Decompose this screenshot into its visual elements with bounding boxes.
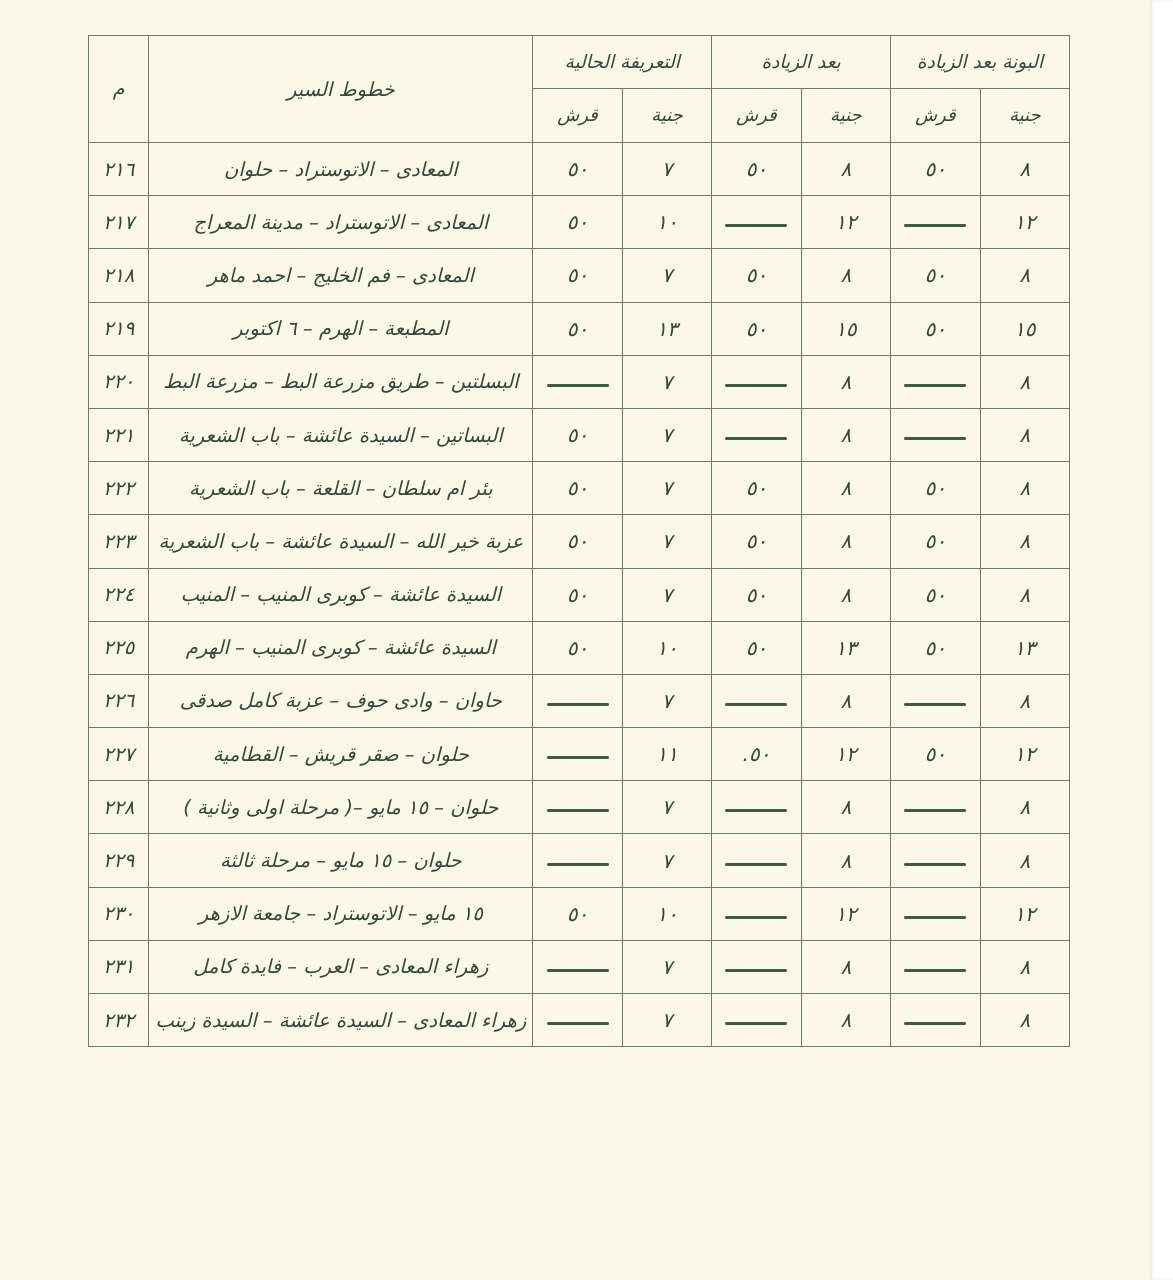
cell-current-piastre — [533, 674, 622, 727]
cell-current-piastre: ٥٠ — [533, 408, 622, 461]
table-row — [89, 728, 1070, 781]
cell-bonus-pound: ٨ — [980, 940, 1069, 993]
cell-after-piastre: ٥٠ — [712, 302, 801, 355]
cell-route-number: ٢٢٤ — [89, 568, 149, 621]
cell-route-number: ٢٢٥ — [89, 621, 149, 674]
sub-header-bonus-piastre: قرش — [891, 89, 980, 143]
table-row — [89, 355, 1070, 408]
cell-bonus-pound: ٨ — [980, 462, 1069, 515]
blank-value-rule — [904, 384, 966, 387]
blank-value-rule — [725, 969, 787, 972]
cell-route-name: بئر ام سلطان – القلعة – باب الشعرية — [149, 462, 533, 515]
blank-value-rule — [725, 384, 787, 387]
cell-route-name: زهراء المعادى – السيدة عائشة – السيدة زينب — [149, 994, 533, 1047]
blank-value-rule — [547, 969, 609, 972]
cell-route-number: ٢٢٧ — [89, 728, 149, 781]
cell-current-piastre: ٥٠ — [533, 462, 622, 515]
cell-route-name: السيدة عائشة – كوبرى المنيب – الهرم — [149, 621, 533, 674]
cell-bonus-pound: ١٢ — [980, 887, 1069, 940]
cell-after-pound: ٨ — [801, 834, 890, 887]
table-row — [89, 940, 1070, 993]
table-row — [89, 302, 1070, 355]
table-row — [89, 781, 1070, 834]
blank-value-rule — [904, 969, 966, 972]
cell-bonus-piastre: ٥٠ — [891, 143, 980, 196]
cell-current-pound: ٧ — [622, 781, 711, 834]
cell-bonus-piastre — [891, 940, 980, 993]
blank-value-rule — [547, 384, 609, 387]
cell-after-pound: ٨ — [801, 249, 890, 302]
table-row — [89, 887, 1070, 940]
cell-route-number: ٢٣١ — [89, 940, 149, 993]
cell-current-pound: ٧ — [622, 249, 711, 302]
cell-route-name: حلوان – ١٥ مايو –( مرحلة اولى وثانية ) — [149, 781, 533, 834]
cell-after-piastre — [712, 940, 801, 993]
cell-current-piastre: ٥٠ — [533, 621, 622, 674]
cell-route-number: ٢٢١ — [89, 408, 149, 461]
cell-route-name: زهراء المعادى – العرب – فايدة كامل — [149, 940, 533, 993]
cell-after-pound: ٨ — [801, 781, 890, 834]
cell-route-name: المطبعة – الهرم – ٦ اكتوبر — [149, 302, 533, 355]
table-row — [89, 408, 1070, 461]
cell-current-pound: ٧ — [622, 834, 711, 887]
cell-bonus-pound: ٨ — [980, 781, 1069, 834]
blank-value-rule — [725, 703, 787, 706]
cell-bonus-piastre: ٥٠ — [891, 621, 980, 674]
blank-value-rule — [725, 863, 787, 866]
blank-value-rule — [547, 863, 609, 866]
cell-route-name: السيدة عائشة – كوبرى المنيب – المنيب — [149, 568, 533, 621]
cell-bonus-pound: ١٢ — [980, 196, 1069, 249]
sub-header-current-pound: جنية — [622, 89, 711, 143]
column-header-routes: خطوط السير — [149, 36, 533, 143]
cell-after-pound: ٨ — [801, 674, 890, 727]
table-row — [89, 621, 1070, 674]
cell-route-number: ٢١٦ — [89, 143, 149, 196]
sub-header-current-piastre: قرش — [533, 89, 622, 143]
table-row — [89, 674, 1070, 727]
page-edge-shadow — [1150, 0, 1173, 1280]
cell-bonus-piastre — [891, 408, 980, 461]
cell-after-piastre: ٥٠ — [712, 568, 801, 621]
table-row — [89, 994, 1070, 1047]
cell-route-name: البسلتين – طريق مزرعة البط – مزرعة البط — [149, 355, 533, 408]
cell-current-pound: ١١ — [622, 728, 711, 781]
cell-after-piastre: ٥٠. — [712, 728, 801, 781]
cell-current-pound: ٧ — [622, 940, 711, 993]
table-row — [89, 515, 1070, 568]
cell-route-number: ٢١٧ — [89, 196, 149, 249]
cell-bonus-piastre: ٥٠ — [891, 462, 980, 515]
cell-route-number: ٢١٩ — [89, 302, 149, 355]
cell-after-pound: ٨ — [801, 408, 890, 461]
cell-current-pound: ١٣ — [622, 302, 711, 355]
cell-bonus-pound: ١٣ — [980, 621, 1069, 674]
blank-value-rule — [904, 224, 966, 227]
cell-current-pound: ٧ — [622, 355, 711, 408]
cell-route-name: المعادى – الاتوستراد – مدينة المعراج — [149, 196, 533, 249]
cell-after-pound: ١٢ — [801, 196, 890, 249]
blank-value-rule — [725, 437, 787, 440]
cell-bonus-piastre: ٥٠ — [891, 302, 980, 355]
cell-bonus-piastre: ٥٠ — [891, 568, 980, 621]
cell-after-pound: ٨ — [801, 940, 890, 993]
cell-route-number: ٢٢٦ — [89, 674, 149, 727]
cell-after-piastre — [712, 781, 801, 834]
cell-current-pound: ٧ — [622, 143, 711, 196]
cell-bonus-pound: ٨ — [980, 674, 1069, 727]
cell-bonus-piastre — [891, 994, 980, 1047]
cell-current-piastre — [533, 355, 622, 408]
cell-after-pound: ١٢ — [801, 728, 890, 781]
cell-after-pound: ٨ — [801, 994, 890, 1047]
blank-value-rule — [547, 703, 609, 706]
cell-current-pound: ٧ — [622, 515, 711, 568]
cell-current-pound: ١٠ — [622, 887, 711, 940]
table-row — [89, 249, 1070, 302]
cell-bonus-piastre — [891, 674, 980, 727]
cell-route-number: ٢٣٢ — [89, 994, 149, 1047]
cell-route-number: ٢٢٩ — [89, 834, 149, 887]
group-header-bonus-after-increase: البونة بعد الزيادة — [891, 36, 1070, 89]
cell-bonus-pound: ٨ — [980, 515, 1069, 568]
cell-current-piastre: ٥٠ — [533, 887, 622, 940]
table-row — [89, 462, 1070, 515]
sub-header-after-pound: جنية — [801, 89, 890, 143]
cell-route-number: ٢٣٠ — [89, 887, 149, 940]
cell-after-pound: ١٣ — [801, 621, 890, 674]
cell-current-piastre: ٥٠ — [533, 249, 622, 302]
fare-table — [88, 35, 1070, 1047]
cell-route-name: ١٥ مايو – الاتوستراد – جامعة الازهر — [149, 887, 533, 940]
cell-route-number: ٢٢٨ — [89, 781, 149, 834]
cell-bonus-pound: ٨ — [980, 834, 1069, 887]
table-row — [89, 834, 1070, 887]
cell-current-piastre: ٥٠ — [533, 515, 622, 568]
cell-after-piastre: ٥٠ — [712, 249, 801, 302]
cell-after-piastre — [712, 674, 801, 727]
cell-after-pound: ٨ — [801, 462, 890, 515]
cell-current-piastre — [533, 994, 622, 1047]
cell-route-name: حلوان – صقر قريش – القطامية — [149, 728, 533, 781]
blank-value-rule — [725, 916, 787, 919]
cell-route-number: ٢٢٢ — [89, 462, 149, 515]
cell-bonus-piastre: ٥٠ — [891, 249, 980, 302]
blank-value-rule — [904, 437, 966, 440]
cell-current-pound: ١٠ — [622, 621, 711, 674]
blank-value-rule — [547, 756, 609, 759]
cell-after-piastre: ٥٠ — [712, 462, 801, 515]
cell-current-pound: ١٠ — [622, 196, 711, 249]
cell-route-name: حاوان – وادى حوف – عزبة كامل صدقى — [149, 674, 533, 727]
cell-bonus-piastre: ٥٠ — [891, 728, 980, 781]
cell-current-piastre — [533, 728, 622, 781]
cell-after-piastre — [712, 887, 801, 940]
cell-after-piastre: ٥٠ — [712, 515, 801, 568]
cell-bonus-pound: ١٥ — [980, 302, 1069, 355]
cell-bonus-pound: ٨ — [980, 143, 1069, 196]
blank-value-rule — [904, 916, 966, 919]
cell-route-name: المعادى – الاتوستراد – حلوان — [149, 143, 533, 196]
table-header — [89, 36, 1070, 143]
blank-value-rule — [725, 1022, 787, 1025]
cell-current-piastre — [533, 940, 622, 993]
cell-bonus-pound: ٨ — [980, 355, 1069, 408]
cell-bonus-piastre: ٥٠ — [891, 515, 980, 568]
sub-header-bonus-pound: جنية — [980, 89, 1069, 143]
blank-value-rule — [725, 809, 787, 812]
blank-value-rule — [725, 224, 787, 227]
cell-bonus-pound: ٨ — [980, 408, 1069, 461]
cell-current-piastre: ٥٠ — [533, 196, 622, 249]
cell-after-piastre — [712, 408, 801, 461]
cell-bonus-piastre — [891, 887, 980, 940]
cell-after-pound: ٨ — [801, 568, 890, 621]
cell-after-pound: ٨ — [801, 515, 890, 568]
cell-bonus-pound: ٨ — [980, 568, 1069, 621]
cell-route-name: عزبة خير الله – السيدة عائشة – باب الشعرية — [149, 515, 533, 568]
sub-header-after-piastre: قرش — [712, 89, 801, 143]
cell-after-piastre — [712, 355, 801, 408]
cell-bonus-pound: ٨ — [980, 249, 1069, 302]
cell-bonus-piastre — [891, 196, 980, 249]
cell-bonus-pound: ١٢ — [980, 728, 1069, 781]
cell-current-piastre — [533, 834, 622, 887]
cell-bonus-pound: ٨ — [980, 994, 1069, 1047]
cell-after-pound: ٨ — [801, 143, 890, 196]
cell-route-name: المعادى – فم الخليج – احمد ماهر — [149, 249, 533, 302]
cell-after-piastre: ٥٠ — [712, 621, 801, 674]
blank-value-rule — [547, 809, 609, 812]
table-body — [89, 143, 1070, 1047]
cell-current-pound: ٧ — [622, 994, 711, 1047]
blank-value-rule — [547, 1022, 609, 1025]
table-row — [89, 143, 1070, 196]
cell-after-piastre — [712, 834, 801, 887]
cell-current-pound: ٧ — [622, 408, 711, 461]
table-row — [89, 196, 1070, 249]
cell-after-pound: ١٥ — [801, 302, 890, 355]
cell-route-number: ٢٢٣ — [89, 515, 149, 568]
cell-bonus-piastre — [891, 834, 980, 887]
cell-route-name: حلوان – ١٥ مايو – مرحلة ثالثة — [149, 834, 533, 887]
column-header-number: م — [89, 36, 149, 143]
cell-current-pound: ٧ — [622, 674, 711, 727]
cell-current-piastre: ٥٠ — [533, 302, 622, 355]
blank-value-rule — [904, 703, 966, 706]
cell-route-number: ٢٢٠ — [89, 355, 149, 408]
blank-value-rule — [904, 1022, 966, 1025]
blank-value-rule — [904, 809, 966, 812]
cell-current-pound: ٧ — [622, 568, 711, 621]
cell-after-piastre: ٥٠ — [712, 143, 801, 196]
cell-after-pound: ٨ — [801, 355, 890, 408]
cell-after-piastre — [712, 994, 801, 1047]
cell-current-piastre: ٥٠ — [533, 568, 622, 621]
group-header-current-tariff: التعريفة الحالية — [533, 36, 712, 89]
cell-after-piastre — [712, 196, 801, 249]
group-header-after-increase: بعد الزيادة — [712, 36, 891, 89]
cell-current-piastre: ٥٠ — [533, 143, 622, 196]
cell-bonus-piastre — [891, 781, 980, 834]
cell-current-piastre — [533, 781, 622, 834]
cell-current-pound: ٧ — [622, 462, 711, 515]
cell-after-pound: ١٢ — [801, 887, 890, 940]
blank-value-rule — [904, 863, 966, 866]
cell-route-name: البساتين – السيدة عائشة – باب الشعرية — [149, 408, 533, 461]
table-row — [89, 568, 1070, 621]
group-header-row — [89, 36, 1070, 89]
cell-route-number: ٢١٨ — [89, 249, 149, 302]
cell-bonus-piastre — [891, 355, 980, 408]
